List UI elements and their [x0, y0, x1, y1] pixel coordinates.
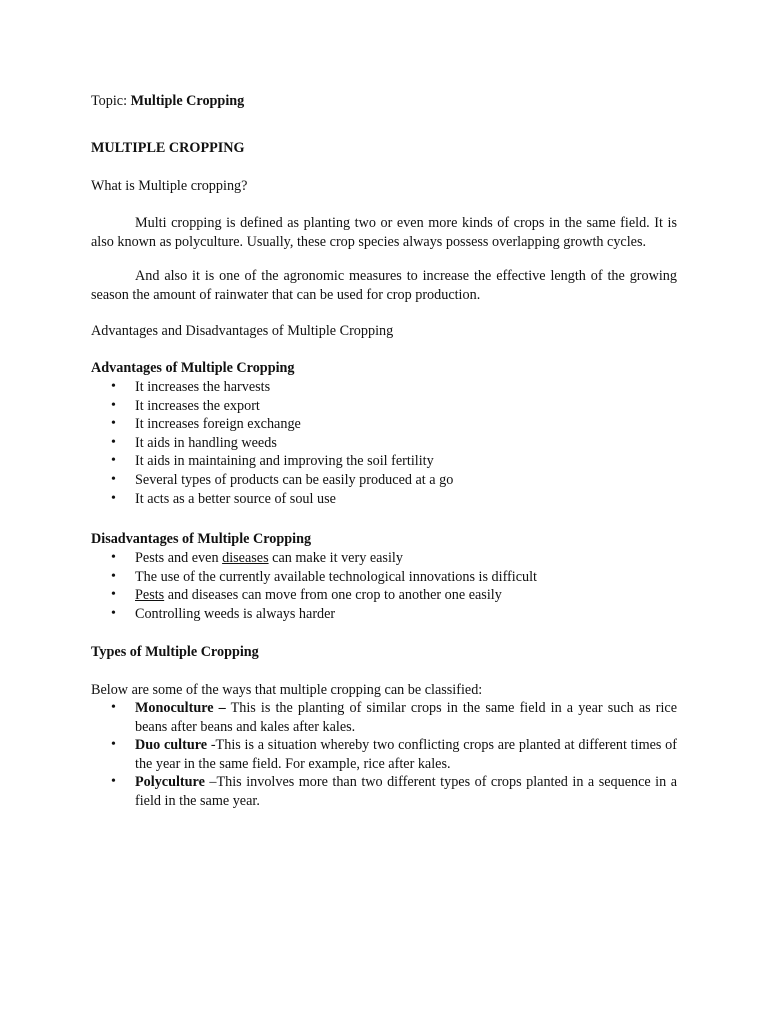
diseases-link[interactable]: diseases: [222, 550, 269, 566]
list-item: • Controlling weeds is always harder: [91, 605, 677, 624]
types-list: [91, 699, 677, 811]
type-desc: –This involves more than two different types of crops planted in a sequence in a field in the same year.: [135, 774, 677, 809]
topic-line: [91, 92, 677, 111]
type-term: Monoculture –: [135, 700, 226, 716]
type-term: Polyculture: [135, 774, 205, 791]
types-heading: Types of Multiple Cropping: [91, 644, 259, 660]
types-intro: Below are some of the ways that multiple cropping can be classified:: [91, 682, 483, 698]
question-line: What is Multiple cropping?: [91, 178, 248, 194]
advantages-list: [91, 378, 677, 508]
intro-paragraph-1: Multi cropping is defined as planting two or even more kinds of crops in the same field. It is also known as polyculture. Usually, these crop species always possess overlapping growth cycles.: [91, 215, 677, 250]
advantages-heading: Advantages of Multiple Cropping: [91, 360, 295, 376]
disadvantages-heading: Disadvantages of Multiple Cropping: [91, 531, 312, 547]
list-item: [91, 736, 677, 773]
list-item: • It acts as a better source of soul use: [91, 490, 677, 509]
item-text: can make it very easily: [268, 550, 403, 566]
list-item: • It increases the export: [91, 397, 677, 416]
item-text: and diseases can move from one crop to another one easily: [164, 587, 502, 604]
type-desc: This is the planting of similar crops in the same field in a year such as rice beans after beans and kales after kales.: [135, 700, 677, 735]
list-item: [91, 699, 677, 736]
topic-prefix: Topic:: [91, 93, 131, 109]
disadvantages-list: [91, 549, 677, 623]
list-item: • It increases the harvests: [91, 378, 677, 397]
list-item: • It aids in maintaining and improving the soil fertility: [91, 452, 677, 471]
pests-link[interactable]: Pests: [135, 587, 165, 604]
main-heading: MULTIPLE CROPPING: [91, 140, 245, 156]
list-item: [91, 773, 677, 810]
list-item: [91, 549, 677, 568]
list-item: • It aids in handling weeds: [91, 434, 677, 453]
adv-disadv-heading: Advantages and Disadvantages of Multiple Cropping: [91, 323, 394, 339]
list-item: • Several types of products can be easily produced at a go: [91, 471, 677, 490]
list-item: [91, 586, 677, 605]
list-item: • The use of the currently available technological innovations is difficult: [91, 568, 677, 587]
item-text: Pests and even: [135, 550, 223, 566]
topic-title: Multiple Cropping: [130, 93, 245, 109]
type-term: Duo culture: [135, 737, 208, 754]
list-item: • It increases foreign exchange: [91, 415, 677, 434]
type-desc: -This is a situation whereby two conflicting crops are planted at different times of the year in the same field. For example, rice after kales.: [135, 737, 677, 772]
intro-paragraph-2: And also it is one of the agronomic measures to increase the effective length of the growing season the amount of rainwater that can be used for crop production.: [91, 268, 677, 303]
